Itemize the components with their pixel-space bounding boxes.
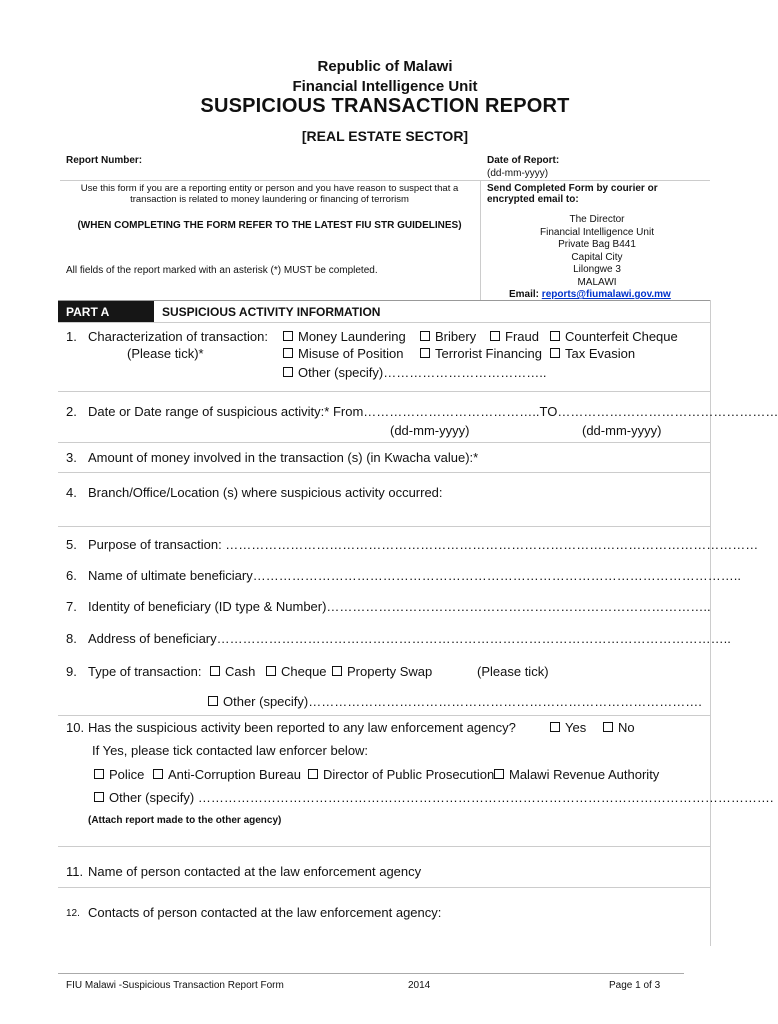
checkbox-other[interactable]: Other (specify)……………………………….. xyxy=(283,365,546,380)
q7-number: 7. xyxy=(66,599,77,614)
row-divider xyxy=(58,846,710,847)
q1-sub: (Please tick)* xyxy=(127,346,204,361)
checkbox-icon xyxy=(308,769,318,779)
q10-if-yes: If Yes, please tick contacted law enforcer below: xyxy=(92,743,369,758)
attach-note: (Attach report made to the other agency) xyxy=(88,815,282,826)
checkbox-icon xyxy=(550,348,560,358)
send-completed-label: Send Completed Form by courier or encrypted email to: xyxy=(487,183,658,205)
checkbox-tax-evasion[interactable]: Tax Evasion xyxy=(550,346,635,361)
checkbox-q9-other[interactable]: Other (specify)………………………………………………………………………………. xyxy=(208,694,658,709)
date-format-hint: (dd-mm-yyyy) xyxy=(487,168,549,179)
sector-label: [REAL ESTATE SECTOR] xyxy=(301,128,469,144)
row-divider xyxy=(58,715,710,716)
header-fiu: Financial Intelligence Unit xyxy=(292,78,478,95)
checkbox-mra[interactable]: Malawi Revenue Authority xyxy=(494,767,659,782)
q3-label: Amount of money involved in the transaction (s) (in Kwacha value):* xyxy=(88,450,479,465)
checkbox-icon xyxy=(94,792,104,802)
q10-number: 10. xyxy=(66,720,85,735)
q11-number: 11. xyxy=(66,864,84,879)
checkbox-icon xyxy=(490,331,500,341)
q11-label: Name of person contacted at the law enforcement agency xyxy=(88,864,422,879)
checkbox-misuse[interactable]: Misuse of Position xyxy=(283,346,404,361)
header-republic: Republic of Malawi xyxy=(317,58,453,75)
q2-to-format: (dd-mm-yyyy) xyxy=(582,423,662,438)
checkbox-property-swap[interactable]: Property Swap xyxy=(332,664,432,679)
page-title: SUSPICIOUS TRANSACTION REPORT xyxy=(200,95,570,117)
q10-label: Has the suspicious activity been reported to any law enforcement agency? xyxy=(88,720,516,735)
part-a-top-rule xyxy=(58,300,710,301)
q7-label: Identity of beneficiary (ID type & Number)…………………………………………………………………………….. xyxy=(88,599,711,614)
address-line: Financial Intelligence Unit xyxy=(540,226,654,238)
address-line: Private Bag B441 xyxy=(558,239,636,250)
report-number-label: Report Number: xyxy=(66,155,143,166)
checkbox-dpp[interactable]: Director of Public Prosecution xyxy=(308,767,494,782)
address-line: The Director xyxy=(569,214,625,225)
asterisk-note: All fields of the report marked with an asterisk (*) MUST be completed. xyxy=(66,265,378,276)
q1-label: Characterization of transaction: xyxy=(88,329,268,344)
email-line xyxy=(509,289,671,300)
q9-tick-hint: (Please tick) xyxy=(477,664,549,679)
checkbox-icon xyxy=(550,722,560,732)
q1-number: 1. xyxy=(66,329,77,344)
checkbox-fraud[interactable]: Fraud xyxy=(490,329,539,344)
checkbox-icon xyxy=(603,722,613,732)
checkbox-terrorist[interactable]: Terrorist Financing xyxy=(420,346,542,361)
meta-divider xyxy=(60,180,710,181)
checkbox-icon xyxy=(550,331,560,341)
row-divider xyxy=(58,472,710,473)
q3-number: 3. xyxy=(66,450,77,465)
checkbox-cash[interactable]: Cash xyxy=(210,664,255,679)
checkbox-q10-other[interactable]: Other (specify) ……………………………………………………………………………………………………………………. xyxy=(94,790,654,805)
checkbox-acb[interactable]: Anti-Corruption Bureau xyxy=(153,767,301,782)
checkbox-icon xyxy=(266,666,276,676)
q6-label: Name of ultimate beneficiary………………………………………………………………………………………………….. xyxy=(88,568,741,583)
q4-label: Branch/Office/Location (s) where suspicious activity occurred: xyxy=(88,485,443,500)
checkbox-counterfeit[interactable]: Counterfeit Cheque xyxy=(550,329,678,344)
row-divider xyxy=(58,887,710,888)
date-of-report-label: Date of Report: xyxy=(487,155,560,166)
checkbox-icon xyxy=(283,367,293,377)
meta-column-divider xyxy=(480,180,481,300)
checkbox-money-laundering[interactable]: Money Laundering xyxy=(283,329,406,344)
checkbox-icon xyxy=(283,348,293,358)
q2-number: 2. xyxy=(66,404,77,419)
checkbox-icon xyxy=(420,348,430,358)
checkbox-icon xyxy=(153,769,163,779)
q4-number: 4. xyxy=(66,485,77,500)
q2-from-format: (dd-mm-yyyy) xyxy=(390,423,470,438)
row-divider xyxy=(58,526,710,527)
q12-label: Contacts of person contacted at the law enforcement agency: xyxy=(88,905,442,920)
part-a-label: PART A xyxy=(58,301,154,322)
checkbox-police[interactable]: Police xyxy=(94,767,144,782)
checkbox-icon xyxy=(332,666,342,676)
footer-rule xyxy=(58,973,684,974)
checkbox-icon xyxy=(494,769,504,779)
row-divider xyxy=(58,391,710,392)
address-line: MALAWI xyxy=(577,276,617,288)
checkbox-bribery[interactable]: Bribery xyxy=(420,329,476,344)
q8-label: Address of beneficiary……………………………………………………………………………………………………….. xyxy=(88,631,731,646)
checkbox-yes[interactable]: Yes xyxy=(550,720,586,735)
checkbox-no[interactable]: No xyxy=(603,720,635,735)
footer-form-name: FIU Malawi -Suspicious Transaction Report Form xyxy=(66,980,284,991)
checkbox-cheque[interactable]: Cheque xyxy=(266,664,327,679)
q12-number: 12. xyxy=(66,908,80,919)
footer-year: 2014 xyxy=(408,980,431,991)
q5-number: 5. xyxy=(66,537,77,552)
intro-text: Use this form if you are a reporting entity or person and you have reason to suspect that a transaction is related to money laundering or financing of terrorism xyxy=(80,183,459,205)
checkbox-icon xyxy=(283,331,293,341)
row-divider xyxy=(58,442,710,443)
q6-number: 6. xyxy=(66,568,77,583)
checkbox-icon xyxy=(210,666,220,676)
q9-number: 9. xyxy=(66,664,77,679)
guidelines-note: (WHEN COMPLETING THE FORM REFER TO THE LATEST FIU STR GUIDELINES) xyxy=(77,220,462,231)
form-right-border xyxy=(710,300,711,946)
checkbox-icon xyxy=(94,769,104,779)
footer-page-number: Page 1 of 3 xyxy=(609,980,661,991)
email-label: Email: xyxy=(509,289,540,300)
q2-label: Date or Date range of suspicious activity:* From…………………………………..TO…………………………………………… xyxy=(88,404,778,419)
address-line: Capital City xyxy=(571,251,623,263)
address-line: Lilongwe 3 xyxy=(573,264,621,275)
part-a-bottom-rule xyxy=(58,322,710,323)
checkbox-icon xyxy=(420,331,430,341)
q9-label: Type of transaction: xyxy=(88,664,202,679)
q5-label: Purpose of transaction: …………………………………………………………………………………………………………… xyxy=(88,537,759,552)
q8-number: 8. xyxy=(66,631,77,646)
part-a-title: SUSPICIOUS ACTIVITY INFORMATION xyxy=(162,305,381,319)
fiu-address xyxy=(487,214,707,289)
email-link[interactable]: reports@fiumalawi.gov.mw xyxy=(541,289,671,300)
checkbox-icon xyxy=(208,696,218,706)
